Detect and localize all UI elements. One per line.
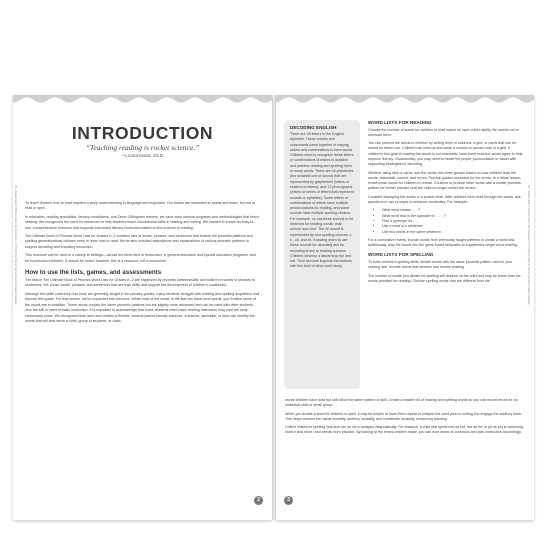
decoding-english-sidebar — [284, 120, 360, 389]
copyright-side-text: The Ultimate Book of Phonics Word Lists for Grades K–2 © 2022 by Wiley & Hanzen (Teacher Created Materials) — [14, 185, 17, 305]
paragraph: To teach children how to read requires a deep understanding of language and linguistics. Our brains are hardwired to speak and listen, but not to read or spell. — [25, 201, 255, 211]
paragraph: Although the skills covered in this book are generally taught in the primary grades, many students struggle with reading and spelling acquisition well beyond first grade. For that reason, we've expanded this resource. While most of the words in the lists are basic level words, you'll notice some of the words are in boldface. These words contain the same phonetic patterns but are slightly more advanced and can be used with older students who are still in need of basic instruction. It is important to acknowledge that some students need basic reading instruction long past the early elementary years. We recognized that need and created a flexible, teacher/parent-friendly resource. A teacher, specialist, or tutor can identify the words that will best serve a child, group of students, or class. — [25, 291, 260, 323]
paragraph: Consider displaying the words in a pocket chart. After children have read through the words, ask questions or use prompts to enhance vocabulary. For example: — [368, 194, 521, 205]
list-item: • Use two words in the same sentence. — [382, 230, 525, 235]
prompt-list — [368, 208, 525, 234]
paragraph: For a cumulative review, include words from previously taught patterns to create a mixed list. Additionally, play the words into the game board templates to supplement single-word reading. — [368, 237, 518, 248]
list-item: • What word means . . . ? — [382, 208, 525, 213]
left-body-text — [25, 201, 260, 327]
wave-decoration — [13, 95, 272, 106]
section-heading: How to use the lists, games, and assessments — [25, 269, 162, 277]
paragraph: The number of words you dictate for spelling will depend on the child and may be fewer than the words provided for reading. Choose spelling words that are different from the — [368, 273, 521, 283]
paragraph: You can present the words to children by writing them in columns, a grid, or cards that can be stored for future use. Children can read up and down a column or across rows in a grid. If children's first goal at reading the words is not automatic, have them read the words again to help improve fluency. Occasionally, you may need to model the proper pronunciation or assist with supporting strategies for decoding. — [368, 141, 523, 167]
paragraph: This resource can be used in a variety of settings—across the three tiers of instruction, in general education and special education programs, and for homeschool children. It should be noted, however, this is a resource, not a curriculum. — [25, 253, 256, 263]
page-number: 3 — [284, 496, 293, 505]
copyright-side-text: The Ultimate Book of Phonics Word Lists for Grades K–2 © 2022 by Wiley & Hanzen (Teacher Created Materials) — [527, 185, 530, 305]
paragraph: Choose the number of words for children to read based on each child's ability. Be careful not to overload them. — [368, 127, 519, 137]
quote-attribution: —Louisa Moats, Ed.D. — [121, 153, 164, 158]
right-column — [368, 120, 525, 287]
section-heading-reading: WORD LISTS FOR READING — [368, 120, 432, 125]
section-heading-spelling: WORD LISTS FOR SPELLING — [368, 252, 434, 258]
paragraph: words children have read but still follow the same pattern or skill. Create a master list of reading and spelling words so you can record errors for an individual child or small group. — [285, 398, 518, 408]
list-item: • Use a word in a sentence. — [382, 224, 525, 229]
epigraph-quote: “Teaching reading is rocket science.” — [85, 143, 200, 152]
paragraph: Collect children's spelling lists and use an error analysis diagnostically. For instance, a child that spells bed as bid, red as rid, or pit as pet is confusing short e and short i and needs more practice. By looking at the errors children make, you can note areas of confusion and plan instruction accordingly. — [285, 425, 523, 435]
wave-decoration — [276, 95, 534, 106]
page-title: INTRODUCTION — [71, 123, 214, 143]
paragraph: When you dictate a word for children to spell, it may be helpful to have them repeat or whisper the word prior to writing it to engage the auditory track. This helps connect the visual modality, auditory modality, and kinesthetic modality, enhancing learning. — [285, 411, 523, 421]
paragraph: The Ultimate Book of Phonics Word Lists for Grades K–2 contains lists of words, phrases, and sentences that feature the phonetic patterns and spelling generalizations children need to learn how to read. We've also included descriptions and explanations of various phonetic patterns to support decoding and encoding instruction. — [25, 234, 253, 249]
paragraph: Whether using lists or cards, sort the words into three groups based on how children read the words: automatic, correct, and errors. Provide guided correction for the errors. In a future lesson, revisit those words for children to reread. Continue to provide other words with a similar phonetic pattern for further practice until the child no longer needs the review. — [368, 170, 522, 191]
list-item: • Find a synonym for . . . — [382, 219, 525, 224]
sidebar-title: DECODING ENGLISH — [290, 125, 337, 130]
list-item: • What word that is the opposite of . . . . ? — [382, 214, 525, 219]
paragraph: To build children's spelling skills, dictate words with the same phonetic pattern used in your reading lists. Include words that children had trouble reading. — [368, 259, 513, 270]
left-page — [13, 95, 272, 520]
paragraph: In education, reading specialists, literacy consultants, and Orton-Gillingham trainers, we have used various programs and methodologies that teach reading. We recognized the need for resources to help teachers teach foundational skills in reading and writing. We wanted to create an easy-to-use, comprehensive resource that supports structured literacy instruction based on the science of reading. — [25, 214, 259, 230]
bottom-text-block — [285, 398, 525, 439]
right-page — [276, 95, 534, 520]
paragraph: The lists in The Ultimate Book of Phonics Word Lists for Grades K–2 are organized by phonetic patterns/skills and build from words to phrases to sentences. We chose words, phrases, and sentences that are high utility and support the development of children's vocabulary. — [25, 278, 255, 288]
page-number: 2 — [254, 496, 263, 505]
sidebar-text: There are 26 letters in the English alphabet. These vowels and consonants come together in varying orders and combinations to form words. Children need to recognize these letters or combinations of letters in isolation and practice reading and spelling them in many words. There are 44 phonemes (the smallest unit of sound) that are represented by graphemes (letters or clusters of letters), and 72 phonograms (letters or series of letters that represent sounds or syllables). Some letters or combinations of letters have multiple pronunciations for reading, and some sounds have multiple spelling choices. For example, ch has three sounds to be retrieved for reading words: chat, school, and chef. The /k/ sound is represented by four spelling choices: c, k, -ck, and ch. Knowing when to use these sounds for decoding and for encoding is key to reading success. Children develop a discerning eye and ear. They become linguists themselves with this kind of deep word study. — [290, 132, 354, 269]
